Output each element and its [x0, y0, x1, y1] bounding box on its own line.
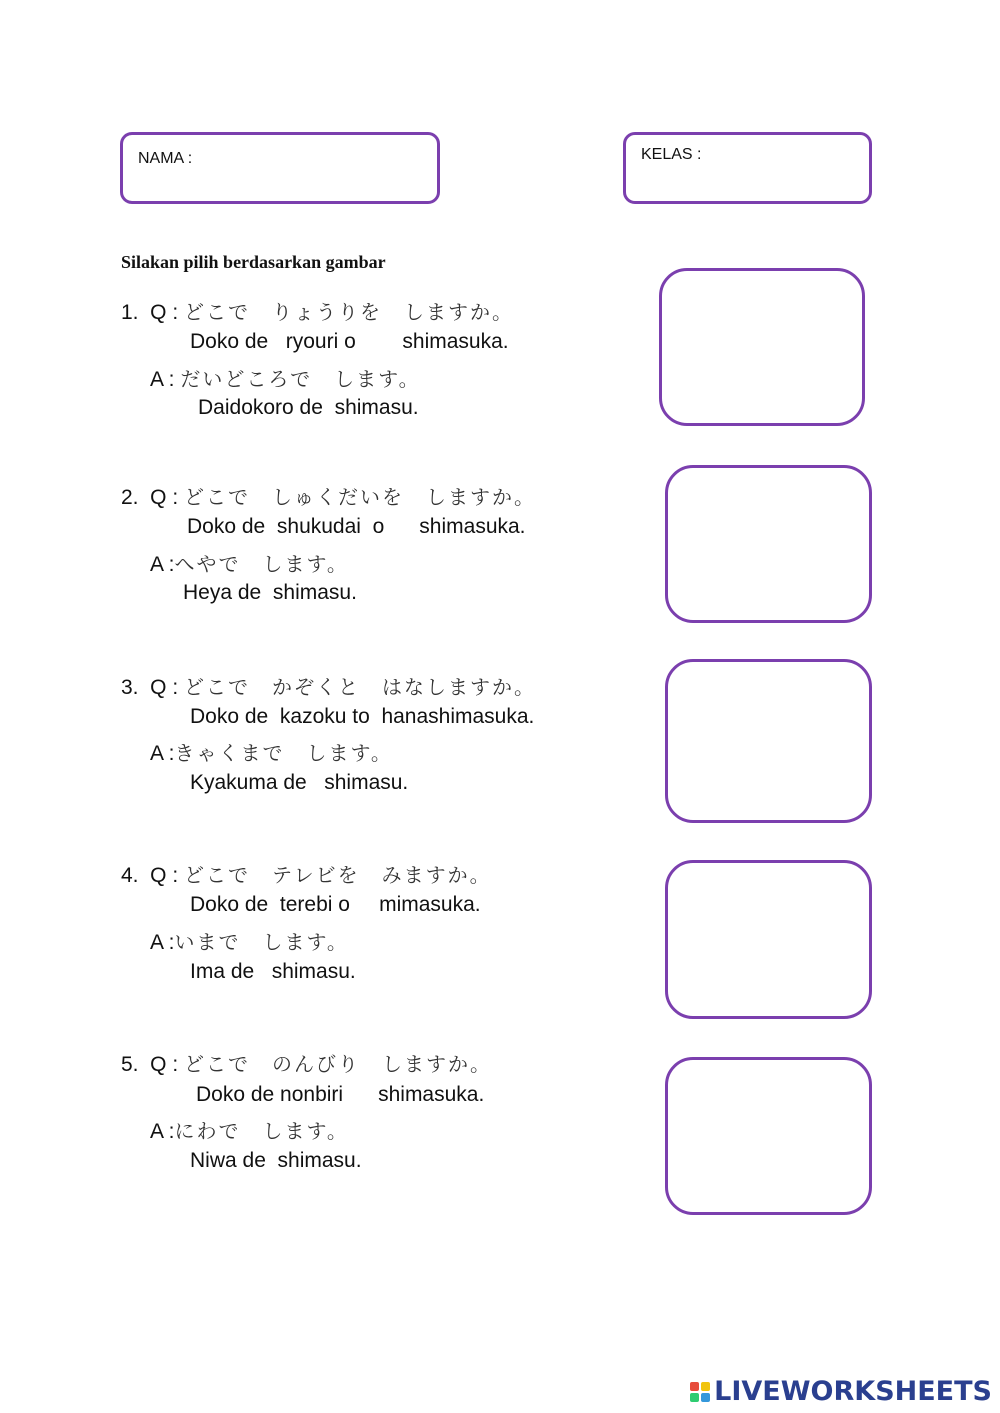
answer-box-3[interactable]	[665, 659, 872, 823]
answer-3-japanese: きゃくまで します。	[174, 741, 393, 765]
question-4-japanese: どこで テレビを みますか。	[184, 863, 492, 887]
question-2-line	[121, 481, 536, 510]
answer-box-2[interactable]	[665, 465, 872, 623]
name-field[interactable]	[120, 132, 440, 204]
answer-5-japanese: にわで します。	[174, 1119, 349, 1143]
question-5-romaji: Doko de nonbiri shimasuka.	[196, 1083, 485, 1106]
footer-brand-text: LIVEWORKSHEETS	[714, 1376, 992, 1407]
answer-box-4[interactable]	[665, 860, 872, 1019]
question-3-japanese: どこで かぞくと はなしますか。	[184, 675, 537, 699]
answer-4-romaji: Ima de shimasu.	[190, 960, 356, 983]
answer-2-japanese: へやで します。	[174, 552, 349, 576]
question-4-romaji: Doko de terebi o mimasuka.	[190, 893, 481, 916]
answer-2-romaji: Heya de shimasu.	[183, 581, 357, 604]
question-3-line	[121, 671, 536, 700]
question-1-japanese: どこで りょうりを しますか。	[184, 300, 515, 324]
answer-box-1[interactable]	[659, 268, 865, 426]
question-3-prefix: 3. Q :	[121, 676, 179, 699]
class-label: KELAS :	[641, 146, 702, 163]
question-4-line	[121, 859, 492, 888]
answer-4-line	[150, 926, 349, 955]
answer-3-line	[150, 737, 393, 766]
answer-3-romaji: Kyakuma de shimasu.	[190, 771, 409, 794]
question-5-line	[121, 1048, 492, 1077]
answer-1-romaji: Daidokoro de shimasu.	[198, 396, 419, 419]
answer-4-japanese: いまで します。	[174, 930, 349, 954]
answer-1-japanese: だいどころで します。	[180, 367, 421, 391]
question-5-prefix: 5. Q :	[121, 1053, 179, 1076]
answer-5-prefix: A :	[150, 1120, 175, 1143]
answer-2-line	[150, 548, 349, 577]
question-3-romaji: Doko de kazoku to hanashimasuka.	[190, 705, 535, 728]
footer-brand	[690, 1376, 992, 1407]
answer-5-romaji: Niwa de shimasu.	[190, 1149, 362, 1172]
question-2-japanese: どこで しゅくだいを しますか。	[184, 485, 537, 509]
answer-3-prefix: A :	[150, 742, 175, 765]
class-field[interactable]	[623, 132, 872, 204]
answer-4-prefix: A :	[150, 931, 175, 954]
name-label: NAMA :	[138, 150, 193, 167]
instruction-text: Silakan pilih berdasarkan gambar	[121, 252, 386, 272]
question-2-romaji: Doko de shukudai o shimasuka.	[187, 515, 526, 538]
question-1-romaji: Doko de ryouri o shimasuka.	[190, 330, 509, 353]
question-2-prefix: 2. Q :	[121, 486, 179, 509]
question-1-prefix: 1. Q :	[121, 301, 179, 324]
liveworksheets-logo-icon	[690, 1382, 710, 1402]
question-5-japanese: どこで のんびり しますか。	[184, 1052, 493, 1076]
answer-5-line	[150, 1115, 349, 1144]
answer-1-prefix: A :	[150, 368, 175, 391]
answer-2-prefix: A :	[150, 553, 175, 576]
question-4-prefix: 4. Q :	[121, 864, 179, 887]
question-1-line	[121, 296, 514, 325]
answer-1-line	[150, 363, 421, 392]
answer-box-5[interactable]	[665, 1057, 872, 1215]
